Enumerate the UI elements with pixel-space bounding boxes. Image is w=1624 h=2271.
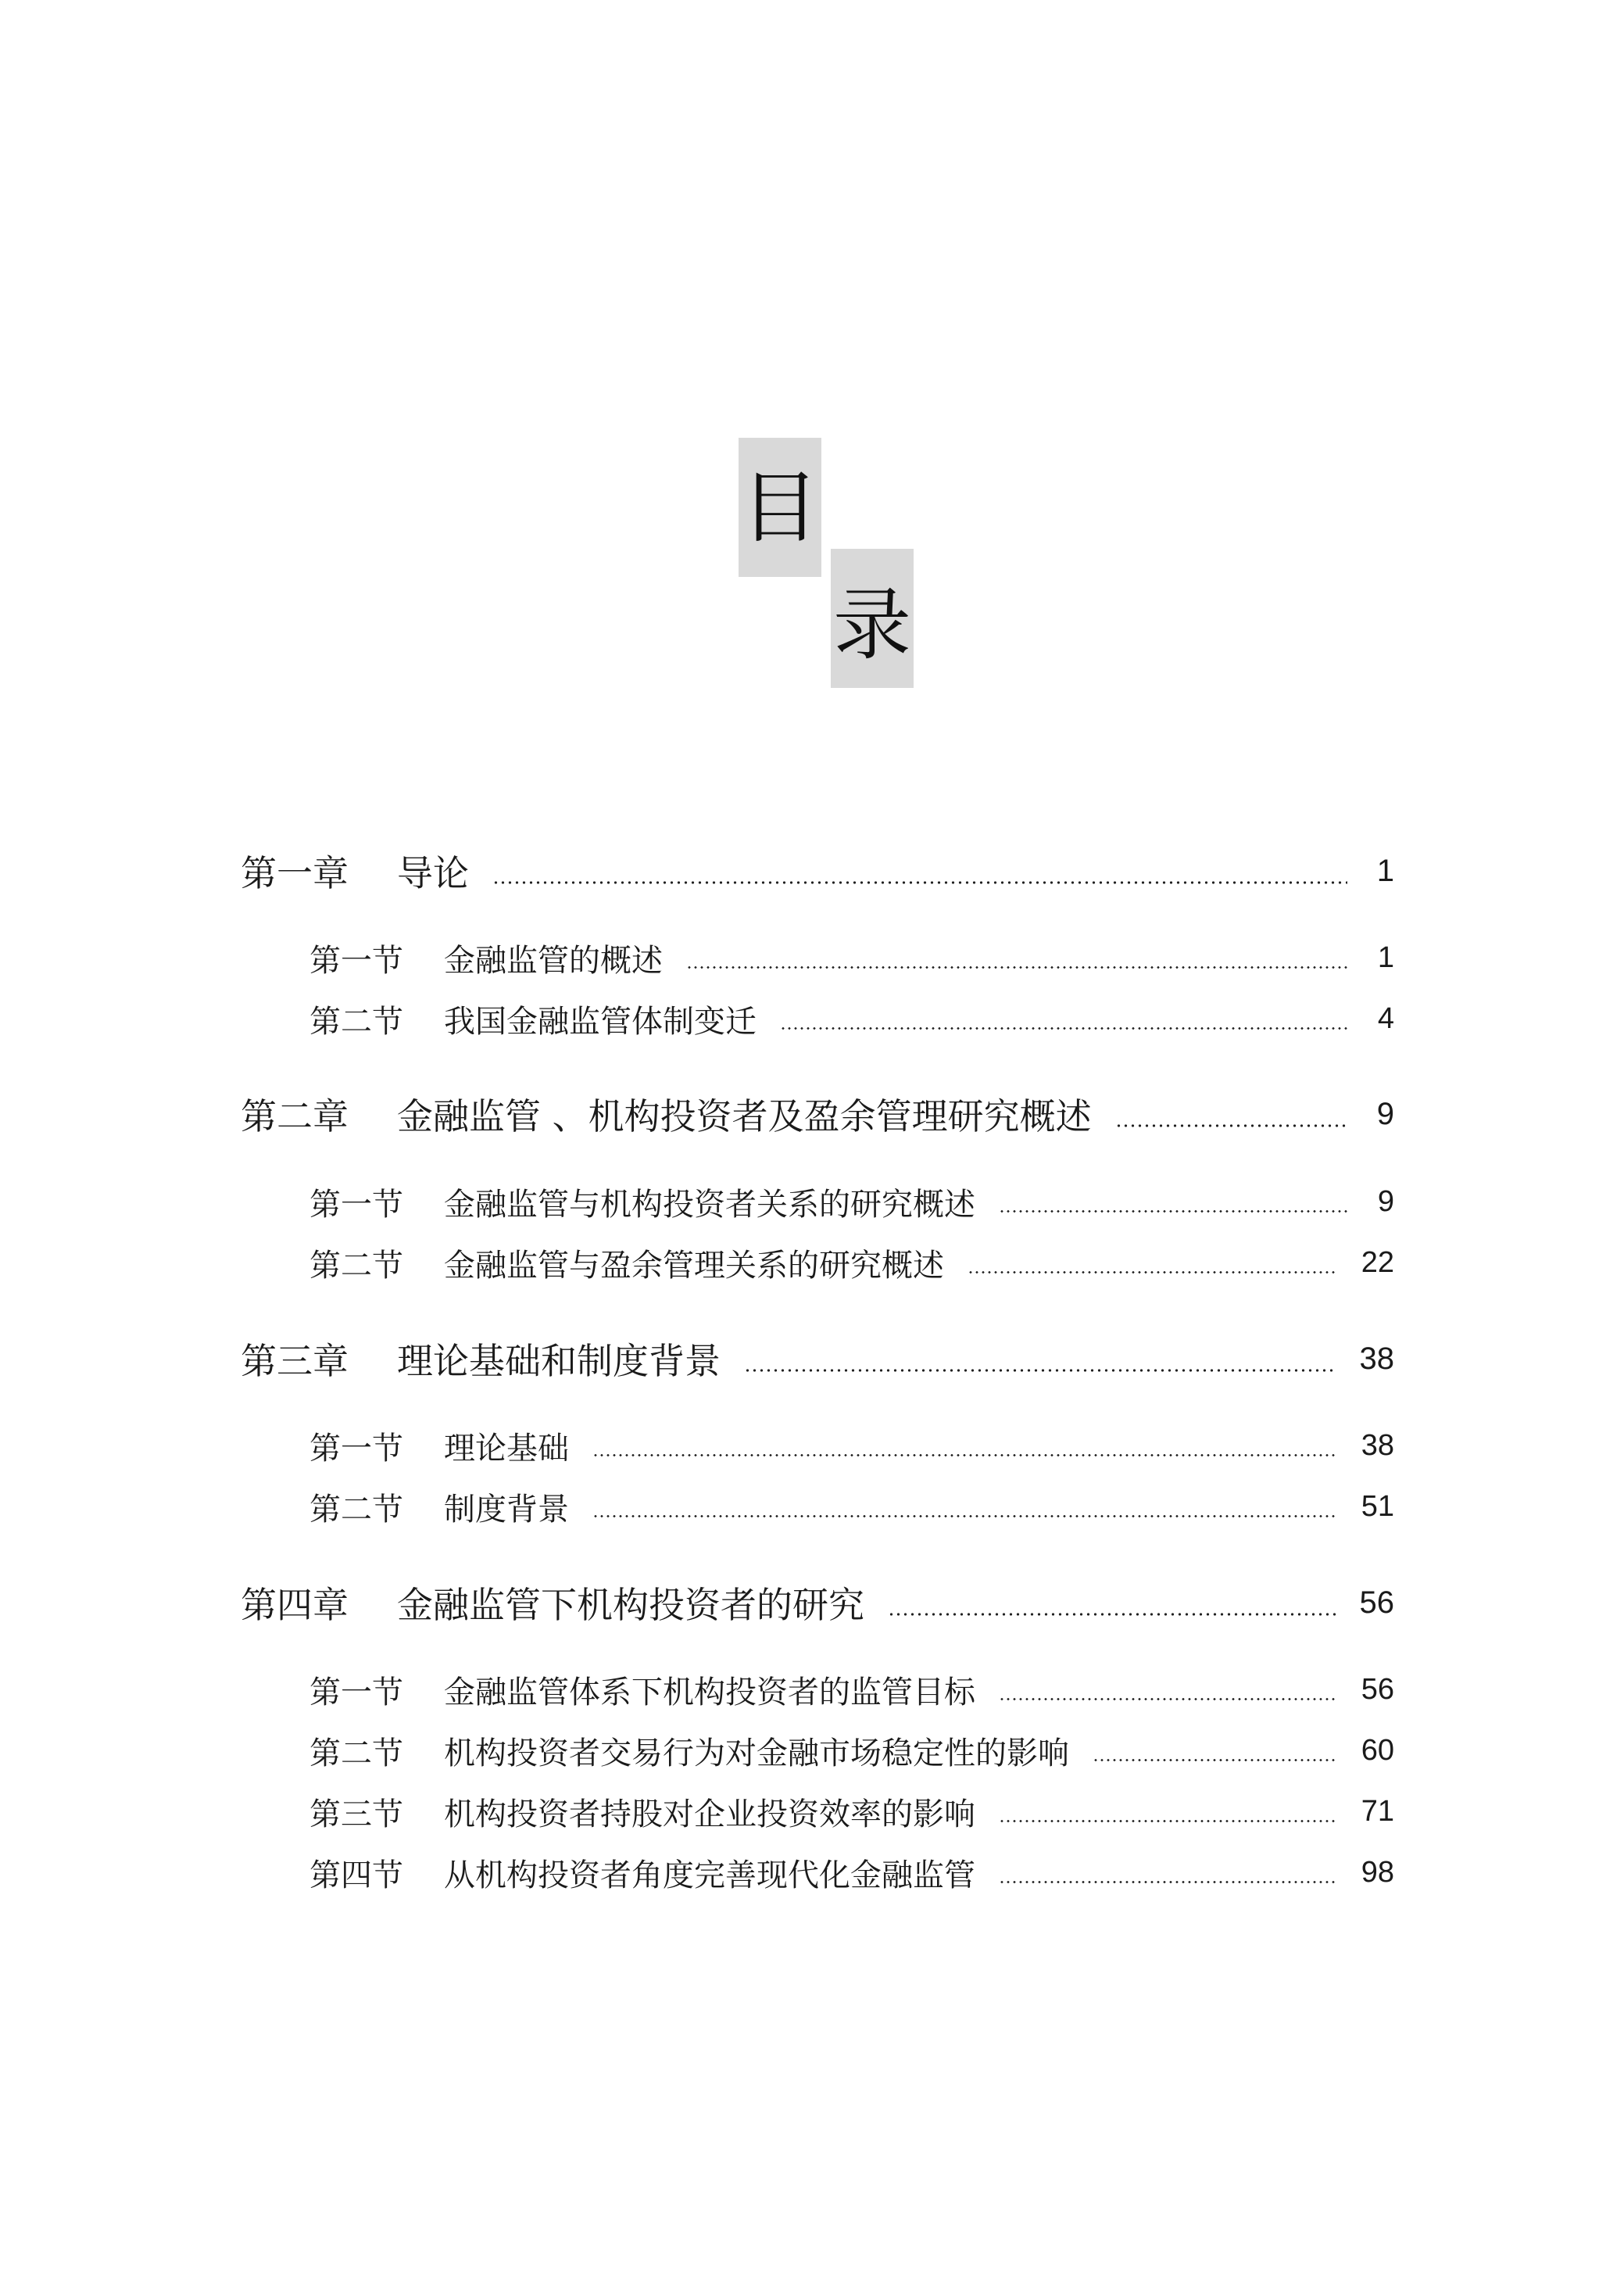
page-number: 4 bbox=[1377, 1001, 1394, 1035]
dot-leader bbox=[1093, 1759, 1338, 1761]
toc-chapter-2[interactable] bbox=[241, 1087, 1394, 1141]
dot-leader bbox=[1115, 1124, 1347, 1127]
page-number: 51 bbox=[1361, 1489, 1394, 1523]
toc-section[interactable] bbox=[309, 1727, 1394, 1774]
section-number: 第二节 bbox=[309, 1735, 403, 1771]
page-number: 98 bbox=[1361, 1855, 1394, 1889]
toc-section[interactable] bbox=[309, 1239, 1394, 1286]
dot-leader bbox=[592, 1515, 1338, 1517]
dot-leader bbox=[780, 1027, 1347, 1030]
chapter-number: 第三章 bbox=[241, 1340, 349, 1382]
page-number: 38 bbox=[1361, 1428, 1394, 1462]
page-number: 9 bbox=[1376, 1096, 1394, 1131]
section-title: 机构投资者持股对企业投资效率的影响 bbox=[444, 1796, 975, 1832]
toc-section[interactable] bbox=[309, 1666, 1394, 1713]
toc-chapter-3[interactable] bbox=[241, 1331, 1394, 1386]
page-number: 60 bbox=[1361, 1733, 1394, 1767]
page-title-char-lu: 录 bbox=[833, 579, 911, 671]
chapter-title: 金融监管下机构投资者的研究 bbox=[397, 1584, 864, 1626]
section-title: 金融监管体系下机构投资者的监管目标 bbox=[444, 1674, 975, 1710]
section-number: 第一节 bbox=[309, 1430, 403, 1467]
page-number: 56 bbox=[1361, 1672, 1394, 1706]
chapter-number: 第一章 bbox=[241, 852, 349, 894]
section-title: 金融监管的概述 bbox=[444, 942, 663, 979]
dot-leader bbox=[492, 881, 1347, 884]
page-number: 38 bbox=[1359, 1341, 1394, 1376]
toc-chapter-4[interactable] bbox=[241, 1575, 1394, 1630]
page-number: 56 bbox=[1359, 1585, 1394, 1620]
toc-section[interactable] bbox=[309, 1178, 1394, 1225]
section-title: 我国金融监管体制变迁 bbox=[444, 1003, 757, 1040]
toc-section[interactable] bbox=[309, 934, 1394, 981]
toc-section[interactable] bbox=[309, 1422, 1394, 1469]
toc-chapter-1[interactable] bbox=[241, 844, 1394, 898]
page-number: 9 bbox=[1377, 1184, 1394, 1218]
section-number: 第二节 bbox=[309, 1003, 403, 1040]
chapter-number: 第四章 bbox=[241, 1584, 349, 1626]
section-number: 第一节 bbox=[309, 1674, 403, 1710]
dot-leader bbox=[686, 966, 1347, 969]
section-title: 金融监管与盈余管理关系的研究概述 bbox=[444, 1247, 944, 1284]
chapter-title: 导论 bbox=[397, 852, 469, 894]
section-title: 制度背景 bbox=[444, 1491, 569, 1528]
section-number: 第二节 bbox=[309, 1491, 403, 1528]
page-number: 71 bbox=[1361, 1794, 1394, 1828]
page-number: 22 bbox=[1361, 1245, 1394, 1279]
chapter-number: 第二章 bbox=[241, 1095, 349, 1137]
toc-section[interactable] bbox=[309, 995, 1394, 1042]
section-title: 机构投资者交易行为对金融市场稳定性的影响 bbox=[444, 1735, 1069, 1771]
toc-section[interactable] bbox=[309, 1788, 1394, 1835]
chapter-title: 理论基础和制度背景 bbox=[397, 1340, 721, 1382]
dot-leader bbox=[744, 1369, 1336, 1372]
dot-leader bbox=[999, 1820, 1338, 1822]
section-number: 第三节 bbox=[309, 1796, 403, 1832]
section-title: 从机构投资者角度完善现代化金融监管 bbox=[444, 1857, 975, 1893]
dot-leader bbox=[968, 1271, 1338, 1273]
dot-leader bbox=[999, 1881, 1338, 1883]
dot-leader bbox=[592, 1454, 1338, 1456]
dot-leader bbox=[888, 1613, 1336, 1616]
page-number: 1 bbox=[1376, 853, 1394, 888]
section-title: 理论基础 bbox=[444, 1430, 569, 1467]
page-number: 1 bbox=[1377, 940, 1394, 974]
toc-section[interactable] bbox=[309, 1849, 1394, 1896]
dot-leader bbox=[999, 1210, 1347, 1213]
chapter-title: 金融监管 、机构投资者及盈余管理研究概述 bbox=[397, 1095, 1092, 1137]
section-number: 第一节 bbox=[309, 942, 403, 979]
section-number: 第一节 bbox=[309, 1186, 403, 1223]
section-number: 第二节 bbox=[309, 1247, 403, 1284]
section-title: 金融监管与机构投资者关系的研究概述 bbox=[444, 1186, 975, 1223]
dot-leader bbox=[999, 1698, 1338, 1700]
toc-section[interactable] bbox=[309, 1483, 1394, 1530]
page-title-char-mu: 目 bbox=[741, 462, 819, 553]
section-number: 第四节 bbox=[309, 1857, 403, 1893]
